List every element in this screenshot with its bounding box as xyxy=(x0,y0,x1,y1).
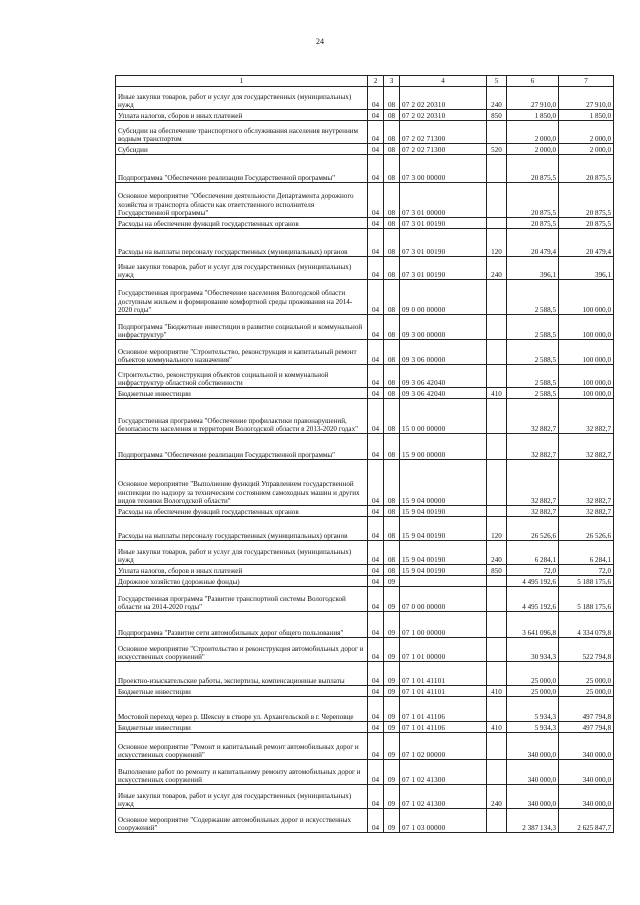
row-subsection-cell: 08 xyxy=(384,87,400,110)
table-row xyxy=(116,280,614,315)
table-row xyxy=(116,144,614,155)
row-amount-year-1-cell: 25 000,0 xyxy=(507,686,559,697)
row-subsection-cell: 09 xyxy=(384,638,400,662)
row-amount-year-1-cell: 396,1 xyxy=(507,257,559,280)
row-name-cell: Иные закупки товаров, работ и услуг для государственных (муниципальных) нужд xyxy=(116,257,368,280)
row-section-cell: 04 xyxy=(368,809,384,833)
row-target-article-cell: 09 0 00 00000 xyxy=(400,280,487,315)
row-subsection-cell: 09 xyxy=(384,686,400,697)
row-expense-type-cell xyxy=(487,460,507,506)
row-target-article-cell: 07 1 02 41300 xyxy=(400,760,487,785)
column-header-section: 2 xyxy=(368,76,384,87)
row-amount-year-1-cell: 340 000,0 xyxy=(507,760,559,785)
row-name-cell: Дорожное хозяйство (дорожные фонды) xyxy=(116,576,368,587)
row-amount-year-1-cell: 4 495 192,6 xyxy=(507,576,559,587)
row-name-cell: Уплата налогов, сборов и иных платежей xyxy=(116,565,368,576)
row-amount-year-2-cell: 340 000,0 xyxy=(559,785,614,809)
row-subsection-cell: 08 xyxy=(384,257,400,280)
row-amount-year-2-cell: 100 000,0 xyxy=(559,340,614,365)
row-expense-type-cell xyxy=(487,218,507,229)
row-subsection-cell: 08 xyxy=(384,315,400,340)
row-target-article-cell xyxy=(400,576,487,587)
row-section-cell: 04 xyxy=(368,662,384,686)
row-target-article-cell: 15 9 04 00190 xyxy=(400,517,487,541)
row-amount-year-2-cell: 5 188 175,6 xyxy=(559,576,614,587)
table-row xyxy=(116,183,614,218)
table-row xyxy=(116,612,614,638)
table-row xyxy=(116,733,614,760)
row-name-cell: Основное мероприятие "Ремонт и капитальный ремонт автомобильных дорог и искусственных сооружений" xyxy=(116,733,368,760)
row-name-cell: Подпрограмма "Развитие сети автомобильных дорог общего пользования" xyxy=(116,612,368,638)
row-amount-year-2-cell: 340 000,0 xyxy=(559,733,614,760)
row-target-article-cell: 07 2 02 71300 xyxy=(400,144,487,155)
row-name-cell: Иные закупки товаров, работ и услуг для государственных (муниципальных) нужд xyxy=(116,541,368,565)
table-row xyxy=(116,576,614,587)
row-section-cell: 04 xyxy=(368,155,384,183)
row-expense-type-cell xyxy=(487,434,507,460)
row-amount-year-1-cell: 20 479,4 xyxy=(507,229,559,257)
row-expense-type-cell: 850 xyxy=(487,565,507,576)
row-amount-year-2-cell: 32 882,7 xyxy=(559,399,614,434)
row-section-cell: 04 xyxy=(368,541,384,565)
row-name-cell: Мостовой переход через р. Шексну в створе ул. Архангельской в г. Череповце xyxy=(116,697,368,722)
row-name-cell: Подпрограмма "Обеспечение реализации Государственной программы" xyxy=(116,155,368,183)
row-expense-type-cell xyxy=(487,662,507,686)
table-row xyxy=(116,399,614,434)
table-row xyxy=(116,517,614,541)
row-amount-year-2-cell: 2 625 847,7 xyxy=(559,809,614,833)
row-section-cell: 04 xyxy=(368,399,384,434)
row-name-cell: Основное мероприятие "Выполнение функций Управлением государственной инспекции по надзору за техническим состоянием самоходных машин и других видов техники Вологодской области" xyxy=(116,460,368,506)
row-amount-year-2-cell: 32 882,7 xyxy=(559,434,614,460)
row-subsection-cell: 08 xyxy=(384,399,400,434)
table-row xyxy=(116,460,614,506)
row-expense-type-cell xyxy=(487,183,507,218)
row-amount-year-2-cell: 20 479,4 xyxy=(559,229,614,257)
row-name-cell: Иные закупки товаров, работ и услуг для государственных (муниципальных) нужд xyxy=(116,87,368,110)
row-target-article-cell: 07 1 01 41101 xyxy=(400,662,487,686)
row-subsection-cell: 08 xyxy=(384,183,400,218)
row-amount-year-1-cell: 32 882,7 xyxy=(507,460,559,506)
column-header-amount-year-1: 6 xyxy=(507,76,559,87)
row-amount-year-2-cell: 2 000,0 xyxy=(559,144,614,155)
row-section-cell: 04 xyxy=(368,257,384,280)
column-header-target-article: 4 xyxy=(400,76,487,87)
row-amount-year-1-cell: 5 934,3 xyxy=(507,722,559,733)
row-section-cell: 04 xyxy=(368,121,384,144)
table-row xyxy=(116,257,614,280)
row-expense-type-cell xyxy=(487,399,507,434)
row-amount-year-2-cell: 6 284,1 xyxy=(559,541,614,565)
row-expense-type-cell: 850 xyxy=(487,110,507,121)
table-row xyxy=(116,506,614,517)
row-section-cell: 04 xyxy=(368,517,384,541)
row-subsection-cell: 08 xyxy=(384,218,400,229)
row-amount-year-2-cell: 32 882,7 xyxy=(559,506,614,517)
table-row xyxy=(116,110,614,121)
row-expense-type-cell xyxy=(487,809,507,833)
row-expense-type-cell xyxy=(487,121,507,144)
table-row xyxy=(116,760,614,785)
row-name-cell: Основное мероприятие "Строительство, реконструкция и капитальный ремонт объектов коммунального назначения" xyxy=(116,340,368,365)
row-amount-year-1-cell: 5 934,3 xyxy=(507,697,559,722)
row-name-cell: Подпрограмма "Бюджетные инвестиции в развитие социальной и коммунальной инфраструктур" xyxy=(116,315,368,340)
row-section-cell: 04 xyxy=(368,365,384,388)
row-amount-year-1-cell: 1 850,0 xyxy=(507,110,559,121)
row-subsection-cell: 08 xyxy=(384,365,400,388)
table-row xyxy=(116,388,614,399)
row-expense-type-cell: 240 xyxy=(487,541,507,565)
row-amount-year-1-cell: 3 641 096,8 xyxy=(507,612,559,638)
row-amount-year-1-cell: 30 934,3 xyxy=(507,638,559,662)
row-expense-type-cell: 120 xyxy=(487,517,507,541)
row-section-cell: 04 xyxy=(368,280,384,315)
row-name-cell: Иные закупки товаров, работ и услуг для государственных (муниципальных) нужд xyxy=(116,785,368,809)
row-expense-type-cell: 120 xyxy=(487,229,507,257)
table-row xyxy=(116,662,614,686)
row-section-cell: 04 xyxy=(368,785,384,809)
table-row xyxy=(116,785,614,809)
row-section-cell: 04 xyxy=(368,434,384,460)
row-section-cell: 04 xyxy=(368,315,384,340)
row-name-cell: Уплата налогов, сборов и иных платежей xyxy=(116,110,368,121)
row-target-article-cell: 07 3 01 00190 xyxy=(400,218,487,229)
row-amount-year-2-cell: 2 000,0 xyxy=(559,121,614,144)
row-amount-year-1-cell: 27 910,0 xyxy=(507,87,559,110)
row-amount-year-2-cell: 4 334 079,8 xyxy=(559,612,614,638)
row-subsection-cell: 09 xyxy=(384,733,400,760)
row-name-cell: Государственная программа "Обеспечение населения Вологодской области доступным жильем и формирование комфортной среды проживания на 2014-2020 годы" xyxy=(116,280,368,315)
row-amount-year-1-cell: 340 000,0 xyxy=(507,733,559,760)
row-target-article-cell: 15 9 04 00190 xyxy=(400,506,487,517)
row-name-cell: Субсидии xyxy=(116,144,368,155)
row-expense-type-cell xyxy=(487,587,507,612)
row-name-cell: Выполнение работ по ремонту и капитальному ремонту автомобильных дорог и искусственных сооружений xyxy=(116,760,368,785)
row-section-cell: 04 xyxy=(368,506,384,517)
row-expense-type-cell xyxy=(487,733,507,760)
row-subsection-cell: 08 xyxy=(384,155,400,183)
row-target-article-cell: 07 1 01 41106 xyxy=(400,697,487,722)
row-name-cell: Подпрограмма "Обеспечение реализации Государственной программы" xyxy=(116,434,368,460)
row-section-cell: 04 xyxy=(368,144,384,155)
row-subsection-cell: 09 xyxy=(384,612,400,638)
row-name-cell: Основное мероприятие "Строительство и реконструкция автомобильных дорог и искусственных сооружений" xyxy=(116,638,368,662)
row-target-article-cell: 09 3 06 42040 xyxy=(400,388,487,399)
row-name-cell: Субсидии на обеспечение транспортного обслуживания населения внутренним водным транспортом xyxy=(116,121,368,144)
row-amount-year-1-cell: 32 882,7 xyxy=(507,399,559,434)
column-header-subsection: 3 xyxy=(384,76,400,87)
row-section-cell: 04 xyxy=(368,697,384,722)
table-row xyxy=(116,218,614,229)
row-subsection-cell: 08 xyxy=(384,517,400,541)
table-row xyxy=(116,229,614,257)
row-amount-year-1-cell: 2 588,5 xyxy=(507,340,559,365)
row-section-cell: 04 xyxy=(368,587,384,612)
table-row xyxy=(116,638,614,662)
row-name-cell: Бюджетные инвестиции xyxy=(116,388,368,399)
row-amount-year-1-cell: 4 495 192,6 xyxy=(507,587,559,612)
row-target-article-cell: 09 3 00 00000 xyxy=(400,315,487,340)
row-name-cell: Основное мероприятие "Обеспечение деятельности Департамента дорожного хозяйства и транспорта области как ответственного исполнителя Государственной программы" xyxy=(116,183,368,218)
table-row xyxy=(116,697,614,722)
row-expense-type-cell: 240 xyxy=(487,785,507,809)
row-section-cell: 04 xyxy=(368,733,384,760)
row-amount-year-1-cell: 20 875,5 xyxy=(507,218,559,229)
row-subsection-cell: 08 xyxy=(384,460,400,506)
table-row xyxy=(116,541,614,565)
table-row xyxy=(116,340,614,365)
row-expense-type-cell xyxy=(487,155,507,183)
column-header-name: 1 xyxy=(116,76,368,87)
row-amount-year-2-cell: 20 875,5 xyxy=(559,183,614,218)
row-name-cell: Строительство, реконструкция объектов социальной и коммунальной инфраструктур областной собственности xyxy=(116,365,368,388)
row-amount-year-1-cell: 2 588,5 xyxy=(507,315,559,340)
row-subsection-cell: 09 xyxy=(384,722,400,733)
row-target-article-cell: 07 3 01 00190 xyxy=(400,257,487,280)
row-amount-year-2-cell: 25 000,0 xyxy=(559,662,614,686)
row-target-article-cell: 15 9 04 00000 xyxy=(400,460,487,506)
row-section-cell: 04 xyxy=(368,760,384,785)
row-amount-year-2-cell: 20 875,5 xyxy=(559,218,614,229)
row-target-article-cell: 07 2 02 20310 xyxy=(400,87,487,110)
row-amount-year-2-cell: 522 794,8 xyxy=(559,638,614,662)
row-section-cell: 04 xyxy=(368,218,384,229)
row-section-cell: 04 xyxy=(368,460,384,506)
row-name-cell: Государственная программа "Развитие транспортной системы Вологодской области на 2014-2020 годы" xyxy=(116,587,368,612)
row-amount-year-2-cell: 100 000,0 xyxy=(559,315,614,340)
row-target-article-cell: 07 1 01 41106 xyxy=(400,722,487,733)
row-section-cell: 04 xyxy=(368,638,384,662)
row-amount-year-2-cell: 100 000,0 xyxy=(559,388,614,399)
table-header xyxy=(116,76,614,87)
row-subsection-cell: 08 xyxy=(384,229,400,257)
row-target-article-cell: 15 9 00 00000 xyxy=(400,434,487,460)
row-name-cell: Бюджетные инвестиции xyxy=(116,722,368,733)
table-row xyxy=(116,565,614,576)
row-amount-year-2-cell: 26 526,6 xyxy=(559,517,614,541)
row-target-article-cell: 07 0 00 00000 xyxy=(400,587,487,612)
row-target-article-cell: 07 3 01 00190 xyxy=(400,229,487,257)
row-amount-year-1-cell: 20 875,5 xyxy=(507,183,559,218)
row-amount-year-1-cell: 2 588,5 xyxy=(507,365,559,388)
table-row xyxy=(116,587,614,612)
row-target-article-cell: 07 1 00 00000 xyxy=(400,612,487,638)
row-section-cell: 04 xyxy=(368,576,384,587)
row-amount-year-2-cell: 497 794,8 xyxy=(559,722,614,733)
row-expense-type-cell xyxy=(487,760,507,785)
row-target-article-cell: 07 1 03 00000 xyxy=(400,809,487,833)
row-amount-year-2-cell: 100 000,0 xyxy=(559,365,614,388)
row-amount-year-2-cell: 5 188 175,6 xyxy=(559,587,614,612)
row-target-article-cell: 07 2 02 71300 xyxy=(400,121,487,144)
row-expense-type-cell xyxy=(487,506,507,517)
row-subsection-cell: 08 xyxy=(384,541,400,565)
row-target-article-cell: 09 3 06 00000 xyxy=(400,340,487,365)
row-expense-type-cell: 410 xyxy=(487,686,507,697)
row-amount-year-2-cell: 1 850,0 xyxy=(559,110,614,121)
row-amount-year-1-cell: 6 284,1 xyxy=(507,541,559,565)
row-name-cell: Государственная программа "Обеспечение профилактики правонарушений, безопасности населения и территории Вологодской области в 2013-2020 годах" xyxy=(116,399,368,434)
table-row xyxy=(116,155,614,183)
row-amount-year-2-cell: 340 000,0 xyxy=(559,760,614,785)
row-target-article-cell: 15 9 04 00190 xyxy=(400,541,487,565)
row-subsection-cell: 09 xyxy=(384,697,400,722)
row-amount-year-1-cell: 2 000,0 xyxy=(507,121,559,144)
row-section-cell: 04 xyxy=(368,388,384,399)
row-amount-year-2-cell: 32 882,7 xyxy=(559,460,614,506)
row-subsection-cell: 09 xyxy=(384,576,400,587)
row-section-cell: 04 xyxy=(368,722,384,733)
row-expense-type-cell xyxy=(487,280,507,315)
row-expense-type-cell: 240 xyxy=(487,87,507,110)
row-expense-type-cell: 520 xyxy=(487,144,507,155)
row-subsection-cell: 08 xyxy=(384,506,400,517)
row-amount-year-2-cell: 497 794,8 xyxy=(559,697,614,722)
row-name-cell: Расходы на выплаты персоналу государственных (муниципальных) органов xyxy=(116,229,368,257)
table-row xyxy=(116,121,614,144)
row-amount-year-2-cell: 25 000,0 xyxy=(559,686,614,697)
row-subsection-cell: 08 xyxy=(384,565,400,576)
row-section-cell: 04 xyxy=(368,110,384,121)
row-name-cell: Бюджетные инвестиции xyxy=(116,686,368,697)
row-expense-type-cell: 410 xyxy=(487,388,507,399)
table-row xyxy=(116,434,614,460)
row-section-cell: 04 xyxy=(368,686,384,697)
row-amount-year-2-cell: 20 875,5 xyxy=(559,155,614,183)
row-amount-year-1-cell: 26 526,6 xyxy=(507,517,559,541)
row-name-cell: Расходы на обеспечение функций государственных органов xyxy=(116,218,368,229)
row-amount-year-1-cell: 32 882,7 xyxy=(507,506,559,517)
row-amount-year-2-cell: 72,0 xyxy=(559,565,614,576)
row-target-article-cell: 07 1 02 41300 xyxy=(400,785,487,809)
row-amount-year-1-cell: 2 588,5 xyxy=(507,280,559,315)
row-target-article-cell: 07 1 01 00000 xyxy=(400,638,487,662)
row-amount-year-2-cell: 396,1 xyxy=(559,257,614,280)
row-subsection-cell: 09 xyxy=(384,587,400,612)
row-subsection-cell: 08 xyxy=(384,388,400,399)
row-section-cell: 04 xyxy=(368,183,384,218)
row-expense-type-cell xyxy=(487,612,507,638)
row-amount-year-1-cell: 2 588,5 xyxy=(507,388,559,399)
table-row xyxy=(116,365,614,388)
row-name-cell: Основное мероприятие "Содержание автомобильных дорог и искусственных сооружений" xyxy=(116,809,368,833)
table-row xyxy=(116,315,614,340)
row-amount-year-2-cell: 100 000,0 xyxy=(559,280,614,315)
row-subsection-cell: 08 xyxy=(384,121,400,144)
row-expense-type-cell: 410 xyxy=(487,722,507,733)
row-name-cell: Проектно-изыскательские работы, экспертизы, компенсационные выплаты xyxy=(116,662,368,686)
row-amount-year-1-cell: 25 000,0 xyxy=(507,662,559,686)
table-row xyxy=(116,809,614,833)
row-name-cell: Расходы на обеспечение функций государственных органов xyxy=(116,506,368,517)
budget-table xyxy=(115,75,614,833)
row-target-article-cell: 15 9 04 00190 xyxy=(400,565,487,576)
row-target-article-cell: 15 0 00 00000 xyxy=(400,399,487,434)
row-target-article-cell: 07 3 00 00000 xyxy=(400,155,487,183)
row-target-article-cell: 07 1 01 41101 xyxy=(400,686,487,697)
row-expense-type-cell xyxy=(487,576,507,587)
row-subsection-cell: 08 xyxy=(384,340,400,365)
row-section-cell: 04 xyxy=(368,612,384,638)
row-amount-year-1-cell: 72,0 xyxy=(507,565,559,576)
table-row xyxy=(116,686,614,697)
row-amount-year-1-cell: 2 000,0 xyxy=(507,144,559,155)
row-expense-type-cell xyxy=(487,697,507,722)
row-section-cell: 04 xyxy=(368,565,384,576)
row-subsection-cell: 08 xyxy=(384,280,400,315)
row-expense-type-cell xyxy=(487,340,507,365)
row-target-article-cell: 07 1 02 00000 xyxy=(400,733,487,760)
row-subsection-cell: 09 xyxy=(384,760,400,785)
column-header-amount-year-2: 7 xyxy=(559,76,614,87)
row-expense-type-cell xyxy=(487,315,507,340)
row-section-cell: 04 xyxy=(368,229,384,257)
row-subsection-cell: 09 xyxy=(384,809,400,833)
row-amount-year-2-cell: 27 910,0 xyxy=(559,87,614,110)
row-section-cell: 04 xyxy=(368,87,384,110)
row-section-cell: 04 xyxy=(368,340,384,365)
page-number: 24 xyxy=(316,37,324,46)
row-expense-type-cell: 240 xyxy=(487,257,507,280)
row-target-article-cell: 09 3 06 42040 xyxy=(400,365,487,388)
row-subsection-cell: 08 xyxy=(384,110,400,121)
table-body xyxy=(116,87,614,833)
row-amount-year-1-cell: 340 000,0 xyxy=(507,785,559,809)
column-header-expense-type: 5 xyxy=(487,76,507,87)
row-target-article-cell: 07 2 02 20310 xyxy=(400,110,487,121)
row-subsection-cell: 08 xyxy=(384,434,400,460)
row-expense-type-cell xyxy=(487,365,507,388)
table-row xyxy=(116,722,614,733)
table-row xyxy=(116,87,614,110)
row-subsection-cell: 08 xyxy=(384,144,400,155)
row-amount-year-1-cell: 32 882,7 xyxy=(507,434,559,460)
row-target-article-cell: 07 3 01 00000 xyxy=(400,183,487,218)
row-expense-type-cell xyxy=(487,638,507,662)
row-subsection-cell: 09 xyxy=(384,662,400,686)
row-amount-year-1-cell: 2 387 134,3 xyxy=(507,809,559,833)
row-name-cell: Расходы на выплаты персоналу государственных (муниципальных) органов xyxy=(116,517,368,541)
row-subsection-cell: 09 xyxy=(384,785,400,809)
row-amount-year-1-cell: 20 875,5 xyxy=(507,155,559,183)
